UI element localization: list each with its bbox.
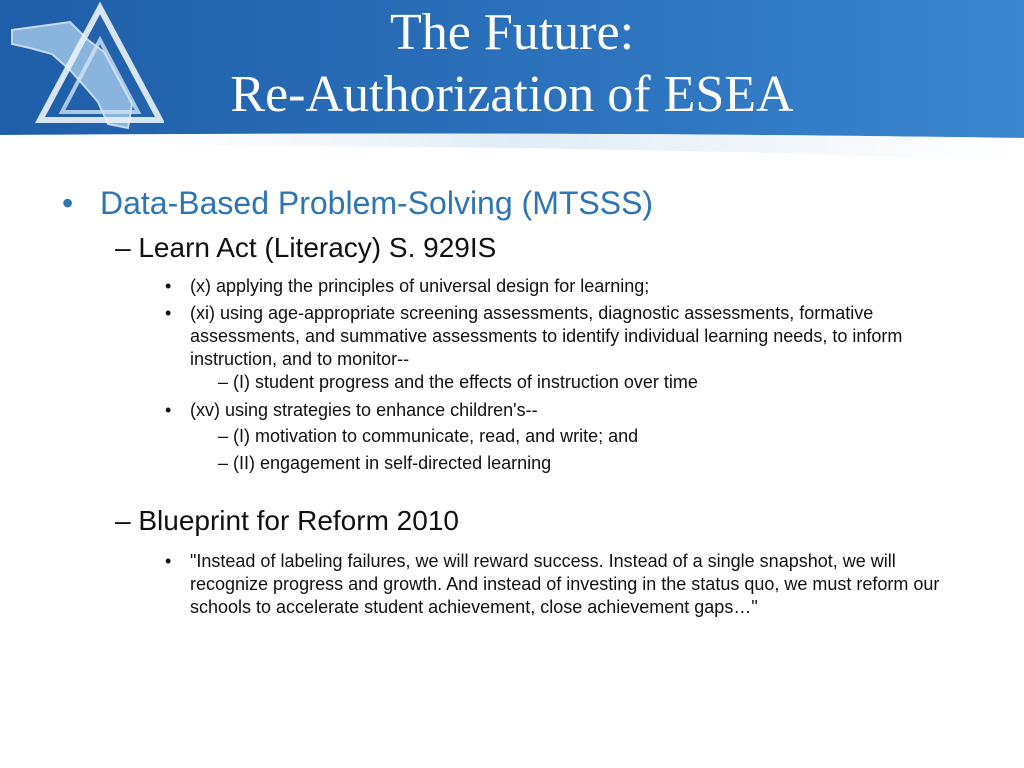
sub-heading-learn-act: – Learn Act (Literacy) S. 929IS <box>115 232 497 263</box>
bullet-dot: • <box>165 276 172 296</box>
slide-header <box>0 0 1024 170</box>
bullet-dot: • <box>165 400 172 420</box>
quote-text: "Instead of labeling failures, we will reward success. Instead of a single snapshot, we will recognize progress and growth. And instead of investing in the status quo, we must reform our schools to accelerate student achievement, close achievement gaps…" <box>190 551 940 617</box>
sub-list-item-xi-1: – (I) student progress and the effects of instruction over time <box>218 372 698 392</box>
list-item-text: (xv) using strategies to enhance children's-- <box>190 400 538 420</box>
title-line-2: Re-Authorization of ESEA <box>230 66 794 123</box>
sub-heading-blueprint: – Blueprint for Reform 2010 <box>115 505 459 536</box>
bullet-dot: • <box>165 303 172 323</box>
bullet-level1-text: Data-Based Problem-Solving (MTSSS) <box>100 185 654 221</box>
slide-title <box>0 2 1024 126</box>
bullet-dot: • <box>165 551 172 571</box>
list-item-text: (xi) using age-appropriate screening assessments, diagnostic assessments, formative assessments, and summative assessments to identify individual learning needs, to inform instruction, and to monitor-- <box>190 303 903 369</box>
bullet-dot: • <box>62 185 74 221</box>
sub-list-item-xv-1: – (I) motivation to communicate, read, and write; and <box>218 426 639 446</box>
sub-list-item-xv-2: – (II) engagement in self-directed learning <box>218 453 552 473</box>
title-line-1: The Future: <box>389 4 635 61</box>
list-item-text: (x) applying the principles of universal design for learning; <box>190 276 650 296</box>
